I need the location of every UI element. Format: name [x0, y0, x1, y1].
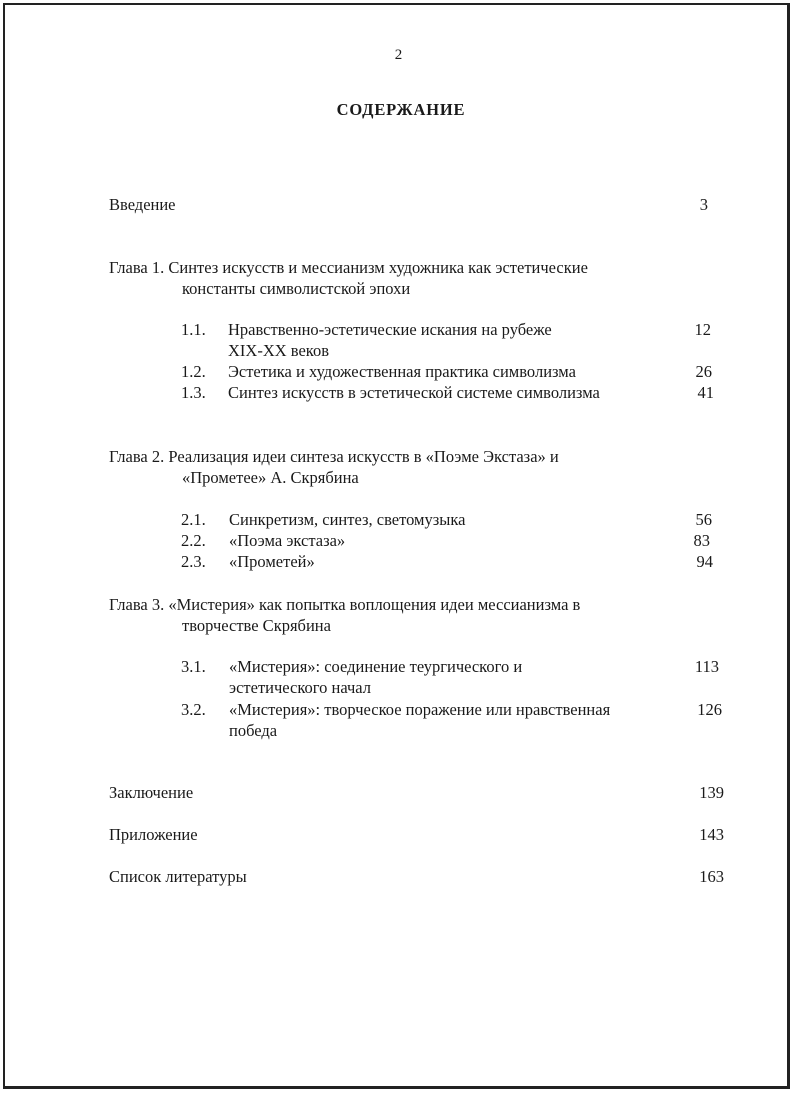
section-title: Эстетика и художественная практика символизма — [228, 362, 576, 381]
section-number: 2.1. — [181, 510, 206, 529]
section-number: 1.2. — [181, 362, 206, 381]
section-number: 1.3. — [181, 383, 206, 402]
section-number: 1.1. — [181, 320, 206, 339]
section-title: «Мистерия»: творческое поражение или нравственная — [229, 700, 611, 719]
section-title: Нравственно-эстетические искания на рубеже — [228, 320, 552, 339]
toc-label: Список литературы — [109, 867, 247, 886]
section-page: 56 — [695, 510, 712, 529]
toc-page: 3 — [699, 195, 708, 214]
chapter-title-cont: константы символистской эпохи — [182, 279, 411, 298]
section-number: 2.2. — [181, 531, 206, 550]
section-title: «Поэма экстаза» — [229, 531, 346, 550]
toc-label: Заключение — [109, 783, 194, 802]
section-page: 126 — [697, 700, 722, 719]
section-number: 3.1. — [181, 657, 206, 676]
section-page: 26 — [695, 362, 712, 381]
page-number: 2 — [394, 47, 403, 63]
section-page: 83 — [693, 531, 710, 550]
section-title: Синтез искусств в эстетической системе символизма — [228, 383, 600, 402]
section-page: 12 — [694, 320, 711, 339]
section-page: 41 — [697, 383, 714, 402]
toc-page: 143 — [699, 825, 724, 844]
page-title: СОДЕРЖАНИЕ — [336, 100, 466, 119]
section-page: 94 — [696, 552, 713, 571]
chapter-title-cont: «Прометее» А. Скрябина — [182, 468, 359, 487]
section-title-cont: эстетического начал — [229, 678, 371, 697]
toc-label: Приложение — [109, 825, 198, 844]
section-title: «Прометей» — [229, 552, 315, 571]
section-title-cont: победа — [229, 721, 278, 740]
section-number: 3.2. — [181, 700, 206, 719]
chapter-title: Глава 1. Синтез искусств и мессианизм художника как эстетические — [109, 258, 588, 277]
section-title: Синкретизм, синтез, светомузыка — [229, 510, 466, 529]
toc-page: 163 — [699, 867, 724, 886]
section-title: «Мистерия»: соединение теургического и — [229, 657, 523, 676]
chapter-title-cont: творчестве Скрябина — [182, 616, 331, 635]
section-page: 113 — [694, 657, 719, 676]
chapter-title: Глава 3. «Мистерия» как попытка воплощения идеи мессианизма в — [109, 595, 581, 614]
chapter-title: Глава 2. Реализация идеи синтеза искусств в «Поэме Экстаза» и — [109, 447, 559, 466]
toc-label: Введение — [109, 195, 176, 214]
toc-page: 139 — [699, 783, 724, 802]
section-title-cont: XIX-XX веков — [228, 341, 330, 360]
section-number: 2.3. — [181, 552, 206, 571]
